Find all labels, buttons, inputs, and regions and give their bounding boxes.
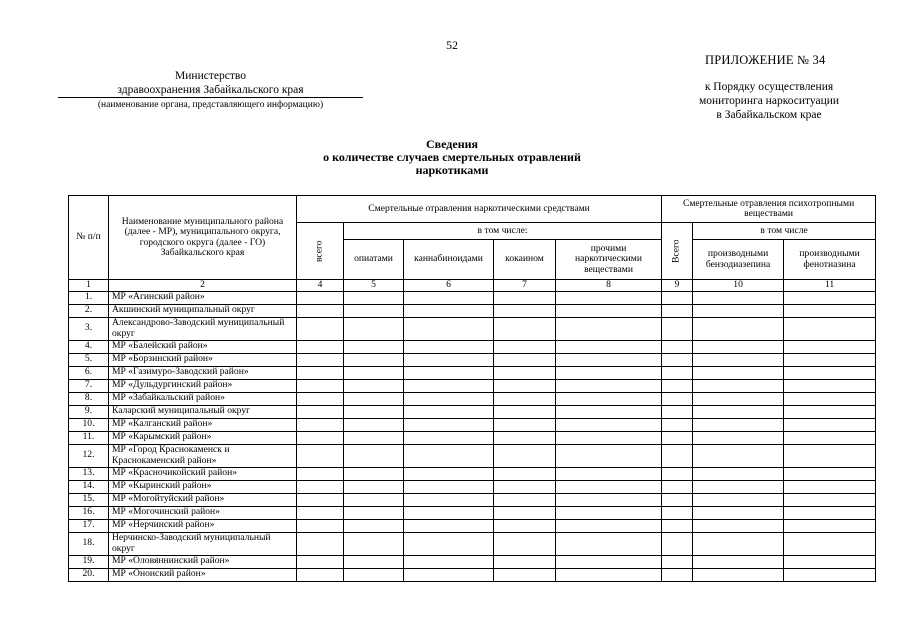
empty-cell[interactable] bbox=[693, 418, 784, 431]
empty-cell[interactable] bbox=[297, 353, 344, 366]
header-psycho-group: Смертельные отравления психотропными веществами bbox=[662, 196, 876, 223]
empty-cell[interactable] bbox=[662, 392, 693, 405]
empty-cell[interactable] bbox=[404, 444, 494, 467]
empty-cell[interactable] bbox=[784, 555, 876, 568]
empty-cell[interactable] bbox=[693, 444, 784, 467]
empty-cell[interactable] bbox=[494, 405, 556, 418]
column-number: 8 bbox=[556, 280, 662, 292]
table-row bbox=[69, 304, 876, 317]
empty-cell[interactable] bbox=[556, 392, 662, 405]
row-number: 1. bbox=[69, 291, 109, 304]
row-name: МР «Газимуро-Заводский район» bbox=[109, 366, 297, 379]
empty-cell[interactable] bbox=[662, 532, 693, 555]
column-number: 2 bbox=[109, 280, 297, 292]
empty-cell[interactable] bbox=[556, 340, 662, 353]
empty-cell[interactable] bbox=[297, 480, 344, 493]
header-phenothiazine: производными фенотиазина bbox=[784, 240, 876, 280]
empty-cell[interactable] bbox=[662, 304, 693, 317]
empty-cell[interactable] bbox=[784, 304, 876, 317]
header-psycho-incl: в том числе bbox=[693, 223, 876, 240]
table-row bbox=[69, 366, 876, 379]
empty-cell[interactable] bbox=[344, 317, 404, 340]
empty-cell[interactable] bbox=[784, 340, 876, 353]
empty-cell[interactable] bbox=[662, 418, 693, 431]
empty-cell[interactable] bbox=[344, 353, 404, 366]
empty-cell[interactable] bbox=[404, 353, 494, 366]
row-name: МР «Могочинский район» bbox=[109, 506, 297, 519]
row-number: 6. bbox=[69, 366, 109, 379]
empty-cell[interactable] bbox=[494, 532, 556, 555]
header-psycho-total: Всего bbox=[670, 239, 682, 263]
empty-cell[interactable] bbox=[556, 353, 662, 366]
empty-cell[interactable] bbox=[404, 480, 494, 493]
empty-cell[interactable] bbox=[404, 506, 494, 519]
empty-cell[interactable] bbox=[494, 304, 556, 317]
ministry-line-1: Министерство bbox=[175, 70, 246, 82]
row-name: Александрово-Заводский муниципальный округ bbox=[109, 317, 297, 340]
empty-cell[interactable] bbox=[784, 519, 876, 532]
empty-cell[interactable] bbox=[784, 480, 876, 493]
empty-cell[interactable] bbox=[662, 506, 693, 519]
empty-cell[interactable] bbox=[693, 506, 784, 519]
empty-cell[interactable] bbox=[297, 532, 344, 555]
empty-cell[interactable] bbox=[404, 467, 494, 480]
empty-cell[interactable] bbox=[556, 317, 662, 340]
column-number: 11 bbox=[784, 280, 876, 292]
empty-cell[interactable] bbox=[494, 340, 556, 353]
empty-cell[interactable] bbox=[784, 379, 876, 392]
empty-cell[interactable] bbox=[344, 532, 404, 555]
empty-cell[interactable] bbox=[662, 480, 693, 493]
empty-cell[interactable] bbox=[297, 506, 344, 519]
header-benzodiazepine: производными бензодиазепина bbox=[693, 240, 784, 280]
empty-cell[interactable] bbox=[404, 532, 494, 555]
empty-cell[interactable] bbox=[662, 379, 693, 392]
empty-cell[interactable] bbox=[404, 418, 494, 431]
ministry-line-2: здравоохранения Забайкальского края bbox=[58, 83, 363, 98]
empty-cell[interactable] bbox=[344, 568, 404, 581]
empty-cell[interactable] bbox=[494, 431, 556, 444]
empty-cell[interactable] bbox=[404, 317, 494, 340]
empty-cell[interactable] bbox=[784, 532, 876, 555]
empty-cell[interactable] bbox=[693, 291, 784, 304]
table-row bbox=[69, 418, 876, 431]
row-number: 13. bbox=[69, 467, 109, 480]
row-name: МР «Могойтуйский район» bbox=[109, 493, 297, 506]
title-line-2: о количестве случаев смертельных отравлений bbox=[323, 150, 581, 164]
empty-cell[interactable] bbox=[662, 467, 693, 480]
empty-cell[interactable] bbox=[784, 467, 876, 480]
column-number: 7 bbox=[494, 280, 556, 292]
row-number: 15. bbox=[69, 493, 109, 506]
table-row bbox=[69, 353, 876, 366]
empty-cell[interactable] bbox=[494, 366, 556, 379]
empty-cell[interactable] bbox=[297, 340, 344, 353]
empty-cell[interactable] bbox=[556, 532, 662, 555]
empty-cell[interactable] bbox=[662, 568, 693, 581]
row-number: 16. bbox=[69, 506, 109, 519]
empty-cell[interactable] bbox=[784, 291, 876, 304]
empty-cell[interactable] bbox=[662, 519, 693, 532]
column-number: 5 bbox=[344, 280, 404, 292]
empty-cell[interactable] bbox=[784, 392, 876, 405]
header-num: № п/п bbox=[69, 196, 109, 280]
empty-cell[interactable] bbox=[556, 431, 662, 444]
empty-cell[interactable] bbox=[662, 291, 693, 304]
empty-cell[interactable] bbox=[693, 431, 784, 444]
empty-cell[interactable] bbox=[297, 431, 344, 444]
empty-cell[interactable] bbox=[344, 405, 404, 418]
table-row bbox=[69, 392, 876, 405]
empty-cell[interactable] bbox=[494, 467, 556, 480]
header-narcotic-total: всего bbox=[313, 240, 325, 262]
empty-cell[interactable] bbox=[693, 304, 784, 317]
empty-cell[interactable] bbox=[494, 317, 556, 340]
empty-cell[interactable] bbox=[662, 444, 693, 467]
empty-cell[interactable] bbox=[344, 291, 404, 304]
column-number: 6 bbox=[404, 280, 494, 292]
row-number: 2. bbox=[69, 304, 109, 317]
empty-cell[interactable] bbox=[784, 366, 876, 379]
empty-cell[interactable] bbox=[404, 304, 494, 317]
empty-cell[interactable] bbox=[297, 493, 344, 506]
empty-cell[interactable] bbox=[297, 366, 344, 379]
empty-cell[interactable] bbox=[494, 291, 556, 304]
empty-cell[interactable] bbox=[344, 480, 404, 493]
empty-cell[interactable] bbox=[344, 444, 404, 467]
row-name: МР «Калганский район» bbox=[109, 418, 297, 431]
table-row bbox=[69, 444, 876, 467]
row-number: 9. bbox=[69, 405, 109, 418]
empty-cell[interactable] bbox=[297, 405, 344, 418]
row-number: 5. bbox=[69, 353, 109, 366]
table-row bbox=[69, 340, 876, 353]
empty-cell[interactable] bbox=[344, 392, 404, 405]
empty-cell[interactable] bbox=[404, 392, 494, 405]
empty-cell[interactable] bbox=[662, 340, 693, 353]
empty-cell[interactable] bbox=[494, 568, 556, 581]
empty-cell[interactable] bbox=[556, 493, 662, 506]
empty-cell[interactable] bbox=[662, 431, 693, 444]
empty-cell[interactable] bbox=[556, 291, 662, 304]
column-number: 9 bbox=[662, 280, 693, 292]
row-name: Нерчинско-Заводский муниципальный округ bbox=[109, 532, 297, 555]
empty-cell[interactable] bbox=[662, 493, 693, 506]
row-number: 14. bbox=[69, 480, 109, 493]
empty-cell[interactable] bbox=[556, 519, 662, 532]
row-number: 19. bbox=[69, 555, 109, 568]
empty-cell[interactable] bbox=[404, 366, 494, 379]
empty-cell[interactable] bbox=[784, 431, 876, 444]
header-cannabinoids: каннабиноидами bbox=[404, 240, 494, 280]
empty-cell[interactable] bbox=[556, 506, 662, 519]
empty-cell[interactable] bbox=[494, 444, 556, 467]
empty-cell[interactable] bbox=[784, 317, 876, 340]
row-name: Каларский муниципальный округ bbox=[109, 405, 297, 418]
empty-cell[interactable] bbox=[556, 304, 662, 317]
table-row bbox=[69, 493, 876, 506]
table-row bbox=[69, 532, 876, 555]
empty-cell[interactable] bbox=[784, 568, 876, 581]
empty-cell[interactable] bbox=[556, 379, 662, 392]
empty-cell[interactable] bbox=[494, 392, 556, 405]
empty-cell[interactable] bbox=[297, 392, 344, 405]
empty-cell[interactable] bbox=[494, 506, 556, 519]
empty-cell[interactable] bbox=[297, 568, 344, 581]
empty-cell[interactable] bbox=[297, 467, 344, 480]
empty-cell[interactable] bbox=[556, 405, 662, 418]
empty-cell[interactable] bbox=[297, 304, 344, 317]
empty-cell[interactable] bbox=[297, 519, 344, 532]
column-number: 1 bbox=[69, 280, 109, 292]
empty-cell[interactable] bbox=[784, 405, 876, 418]
column-number-row bbox=[69, 280, 876, 292]
empty-cell[interactable] bbox=[344, 519, 404, 532]
row-name: МР «Нерчинский район» bbox=[109, 519, 297, 532]
empty-cell[interactable] bbox=[297, 291, 344, 304]
row-number: 17. bbox=[69, 519, 109, 532]
empty-cell[interactable] bbox=[693, 519, 784, 532]
title-line-1: Сведения bbox=[425, 137, 479, 151]
row-name: МР «Красночикойский район» bbox=[109, 467, 297, 480]
empty-cell[interactable] bbox=[494, 379, 556, 392]
appendix-line-1: к Порядку осуществления bbox=[704, 81, 834, 93]
empty-cell[interactable] bbox=[662, 317, 693, 340]
empty-cell[interactable] bbox=[344, 431, 404, 444]
empty-cell[interactable] bbox=[693, 568, 784, 581]
empty-cell[interactable] bbox=[662, 366, 693, 379]
empty-cell[interactable] bbox=[556, 467, 662, 480]
table-body bbox=[69, 291, 876, 581]
row-name: МР «Забайкальский район» bbox=[109, 392, 297, 405]
empty-cell[interactable] bbox=[556, 418, 662, 431]
empty-cell[interactable] bbox=[297, 444, 344, 467]
empty-cell[interactable] bbox=[693, 317, 784, 340]
empty-cell[interactable] bbox=[556, 555, 662, 568]
empty-cell[interactable] bbox=[784, 493, 876, 506]
empty-cell[interactable] bbox=[693, 555, 784, 568]
table-row bbox=[69, 291, 876, 304]
empty-cell[interactable] bbox=[494, 493, 556, 506]
appendix-subtitle bbox=[684, 80, 854, 122]
row-name: МР «Балейский район» bbox=[109, 340, 297, 353]
empty-cell[interactable] bbox=[404, 291, 494, 304]
header-opiates: опиатами bbox=[344, 240, 404, 280]
empty-cell[interactable] bbox=[556, 480, 662, 493]
empty-cell[interactable] bbox=[662, 555, 693, 568]
header-narcotic-total-cell bbox=[297, 223, 344, 280]
empty-cell[interactable] bbox=[297, 379, 344, 392]
empty-cell[interactable] bbox=[344, 467, 404, 480]
empty-cell[interactable] bbox=[297, 555, 344, 568]
document-title bbox=[0, 138, 904, 177]
row-name: МР «Карымский район» bbox=[109, 431, 297, 444]
empty-cell[interactable] bbox=[404, 340, 494, 353]
appendix-line-2: мониторинга наркоситуации bbox=[698, 95, 840, 107]
header-other: прочими наркотическими веществами bbox=[556, 240, 662, 280]
empty-cell[interactable] bbox=[344, 340, 404, 353]
empty-cell[interactable] bbox=[693, 532, 784, 555]
empty-cell[interactable] bbox=[344, 493, 404, 506]
empty-cell[interactable] bbox=[404, 493, 494, 506]
empty-cell[interactable] bbox=[344, 418, 404, 431]
empty-cell[interactable] bbox=[662, 353, 693, 366]
empty-cell[interactable] bbox=[494, 480, 556, 493]
row-name: Акшинский муниципальный округ bbox=[109, 304, 297, 317]
empty-cell[interactable] bbox=[693, 493, 784, 506]
empty-cell[interactable] bbox=[404, 379, 494, 392]
row-number: 11. bbox=[69, 431, 109, 444]
empty-cell[interactable] bbox=[662, 405, 693, 418]
empty-cell[interactable] bbox=[693, 379, 784, 392]
empty-cell[interactable] bbox=[404, 555, 494, 568]
empty-cell[interactable] bbox=[556, 444, 662, 467]
row-number: 3. bbox=[69, 317, 109, 340]
empty-cell[interactable] bbox=[556, 366, 662, 379]
table-row bbox=[69, 506, 876, 519]
row-number: 20. bbox=[69, 568, 109, 581]
header-psycho-total-cell bbox=[662, 223, 693, 280]
table-row bbox=[69, 555, 876, 568]
empty-cell[interactable] bbox=[693, 353, 784, 366]
appendix-title: ПРИЛОЖЕНИЕ № 34 bbox=[705, 53, 826, 67]
header-narcotic-group: Смертельные отравления наркотическими средствами bbox=[297, 196, 662, 223]
column-number: 4 bbox=[297, 280, 344, 292]
empty-cell[interactable] bbox=[404, 431, 494, 444]
table-row bbox=[69, 379, 876, 392]
table-row bbox=[69, 480, 876, 493]
empty-cell[interactable] bbox=[693, 340, 784, 353]
table-row bbox=[69, 467, 876, 480]
row-number: 7. bbox=[69, 379, 109, 392]
row-number: 18. bbox=[69, 532, 109, 555]
empty-cell[interactable] bbox=[297, 317, 344, 340]
row-number: 4. bbox=[69, 340, 109, 353]
empty-cell[interactable] bbox=[784, 444, 876, 467]
title-line-3: наркотиками bbox=[415, 163, 489, 177]
empty-cell[interactable] bbox=[344, 379, 404, 392]
row-number: 8. bbox=[69, 392, 109, 405]
empty-cell[interactable] bbox=[494, 519, 556, 532]
empty-cell[interactable] bbox=[784, 353, 876, 366]
table-row bbox=[69, 405, 876, 418]
empty-cell[interactable] bbox=[693, 405, 784, 418]
row-name: МР «Борзинский район» bbox=[109, 353, 297, 366]
header-cocaine: кокаином bbox=[494, 240, 556, 280]
table-row bbox=[69, 431, 876, 444]
ministry-block bbox=[58, 69, 363, 98]
table-row bbox=[69, 317, 876, 340]
empty-cell[interactable] bbox=[784, 506, 876, 519]
empty-cell[interactable] bbox=[494, 555, 556, 568]
empty-cell[interactable] bbox=[556, 568, 662, 581]
header-narcotic-incl: в том числе: bbox=[344, 223, 662, 240]
row-name: МР «Агинский район» bbox=[109, 291, 297, 304]
row-name: МР «Кыринский район» bbox=[109, 480, 297, 493]
empty-cell[interactable] bbox=[494, 418, 556, 431]
row-name: МР «Оловяннинский район» bbox=[109, 555, 297, 568]
row-name: МР «Дульдургинский район» bbox=[109, 379, 297, 392]
empty-cell[interactable] bbox=[404, 405, 494, 418]
row-name: МР «Ононский район» bbox=[109, 568, 297, 581]
row-name: МР «Город Краснокаменск и Краснокаменский район» bbox=[109, 444, 297, 467]
row-number: 12. bbox=[69, 444, 109, 467]
empty-cell[interactable] bbox=[693, 467, 784, 480]
page-number: 52 bbox=[446, 38, 458, 52]
empty-cell[interactable] bbox=[344, 304, 404, 317]
empty-cell[interactable] bbox=[297, 418, 344, 431]
empty-cell[interactable] bbox=[344, 506, 404, 519]
empty-cell[interactable] bbox=[784, 418, 876, 431]
empty-cell[interactable] bbox=[693, 392, 784, 405]
empty-cell[interactable] bbox=[344, 555, 404, 568]
header-name: Наименование муниципального района (далее - МР), муниципального округа, городского округа (далее - ГО) Забайкальского края bbox=[109, 196, 297, 280]
empty-cell[interactable] bbox=[404, 568, 494, 581]
ministry-note: (наименование органа, представляющего информацию) bbox=[97, 100, 324, 110]
table-row bbox=[69, 568, 876, 581]
column-number: 10 bbox=[693, 280, 784, 292]
empty-cell[interactable] bbox=[693, 480, 784, 493]
appendix-line-3: в Забайкальском крае bbox=[716, 109, 822, 121]
empty-cell[interactable] bbox=[344, 366, 404, 379]
table-row bbox=[69, 519, 876, 532]
empty-cell[interactable] bbox=[404, 519, 494, 532]
empty-cell[interactable] bbox=[693, 366, 784, 379]
report-table bbox=[68, 195, 876, 582]
row-number: 10. bbox=[69, 418, 109, 431]
empty-cell[interactable] bbox=[494, 353, 556, 366]
